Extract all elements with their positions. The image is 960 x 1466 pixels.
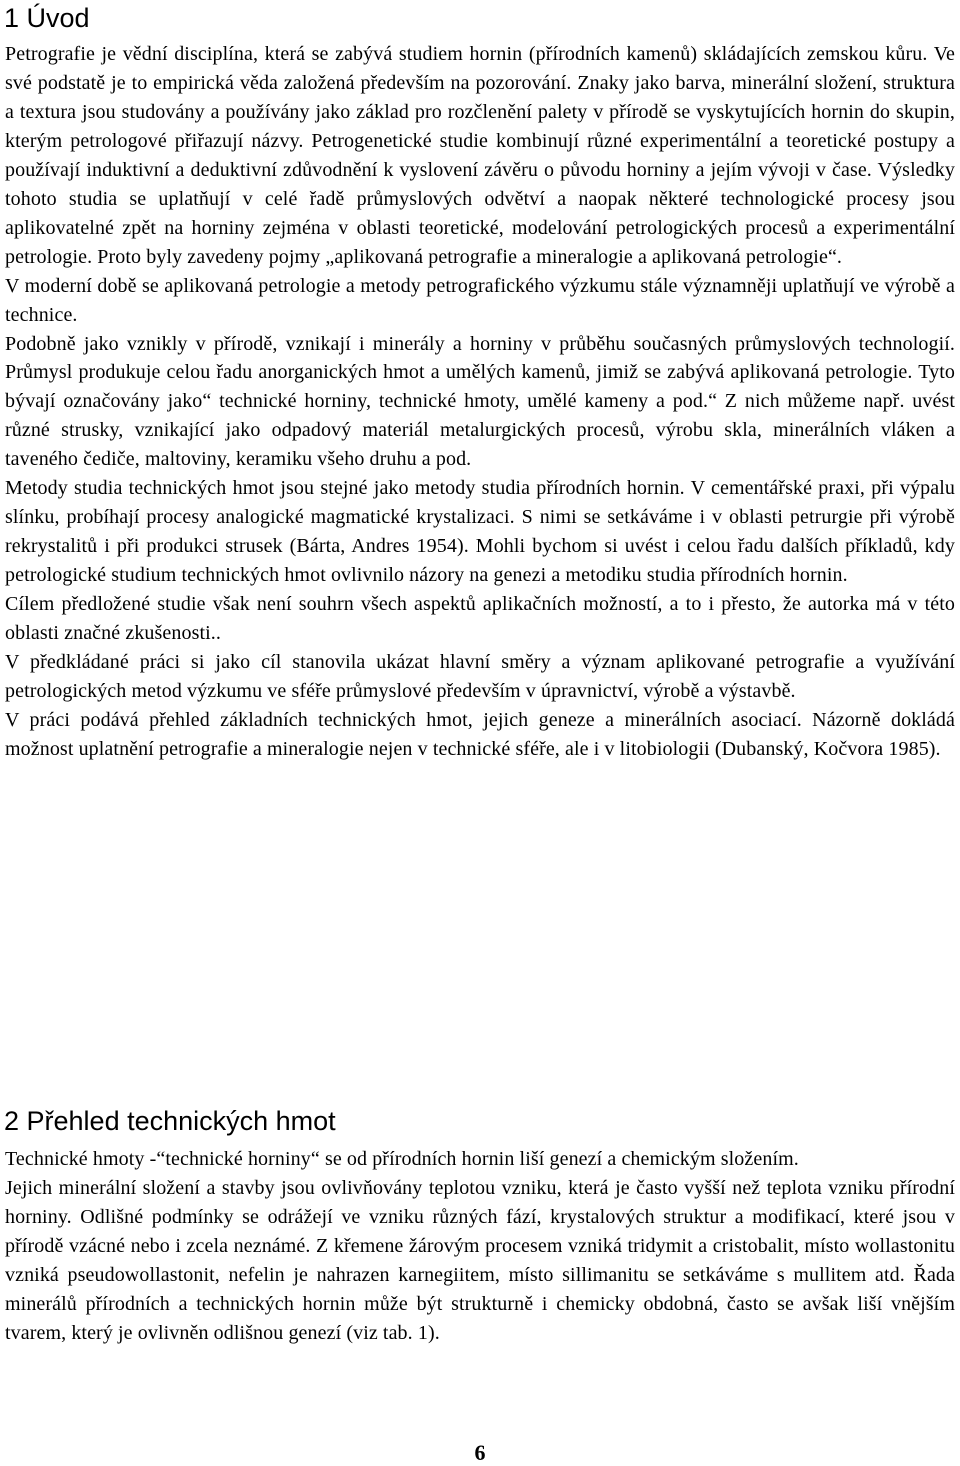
paragraph: V moderní době se aplikovaná petrologie a metody petrografického výzkumu stále významněji uplatňují ve výrobě a technice.	[5, 274, 955, 326]
page-number: 6	[474, 1440, 486, 1465]
section-body-prehled	[5, 1145, 955, 1348]
paragraph: Podobně jako vznikly v přírodě, vznikají i minerály a horniny v průběhu současných průmyslových technologií. Průmysl produkuje celou řadu anorganických hmot a umělých kamenů, jimiž se zabývá aplikovaná petrologie. Tyto bývají označovány jako“ technické horniny, technické hmoty, umělé kameny a pod.“ Z nich můžeme např. uvést různé strusky, vznikající jako odpadový materiál metalurgických procesů, výrobu skla, minerálních vláken a taveného čediče, maltoviny, keramiku všeho druhu a pod.	[5, 332, 955, 471]
section-body-uvod	[5, 40, 955, 764]
paragraph: V práci podává přehled základních technických hmot, jejich geneze a minerálních asociací. Názorně dokládá možnost uplatnění petrografie a mineralogie nejen v technické sféře, ale i v litobiologii (Dubanský, Kočvora 1985).	[5, 708, 955, 760]
paragraph: Jejich minerální složení a stavby jsou ovlivňovány teplotou vzniku, která je často vyšší než teplota vzniku přírodní horniny. Odlišné podmínky se odrážejí ve vzniku různých fází, krystalových struktur a modifikací, které jsou v přírodě vzácné nebo i zcela neznámé. Z křemene žárovým procesem vzniká tridymit a cristobalit, místo wollastonitu vzniká pseudowollastonit, nefelin je nahrazen karnegiitem, místo sillimanitu se setkáváme s mullitem atd. Řada minerálů přírodních a technických hornin může být strukturně i chemicky obdobná, často se avšak liší vnějším tvarem, který je ovlivněn odlišnou genezí (viz tab. 1).	[5, 1176, 955, 1344]
paragraph: Metody studia technických hmot jsou stejné jako metody studia přírodních hornin. V cementářské praxi, při výpalu slínku, probíhají procesy analogické magmatické krystalizaci. S nimi se setkáváme i v oblasti petrurgie při výrobě rekrystalitů i při produkci strusek (Bárta, Andres 1954). Mohli bychom si uvést i celou řadu dalších příkladů, kdy petrologické studium technických hmot ovlivnilo názory na genezi a metodiku studia přírodních hornin.	[5, 477, 955, 587]
paragraph: Technické hmoty -“technické horniny“ se od přírodních hornin liší genezí a chemickým složením.	[5, 1148, 799, 1170]
section-heading-uvod: 1 Úvod	[4, 3, 90, 33]
section-heading-prehled: 2 Přehled technických hmot	[4, 1106, 336, 1136]
paragraph: Petrografie je vědní disciplína, která se zabývá studiem hornin (přírodních kamenů) skládajících zemskou kůru. Ve své podstatě je to empirická věda založená především na pozorování. Znaky jako barva, minerální složení, struktura a textura jsou studovány a používány jako základ pro rozčlenění palety v přírodě se vyskytujících hornin do skupin, kterým petrologové přiřazují názvy. Petrogenetické studie kombinují různé experimentální a teoretické postupy a používají induktivní a deduktivní zdůvodnění k vyslovení závěru o původu horniny a jejím vývoji v čase. Výsledky tohoto studia se uplatňují v celé řadě průmyslových odvětví a naopak některé technologické procesy jsou aplikovatelné zpět na horniny zejména v oblasti teoretické, modelování petrologických procesů a experimentální petrologie. Proto byly zavedeny pojmy „aplikovaná petrografie a mineralogie a aplikovaná petrologie“.	[5, 43, 955, 268]
paragraph: Cílem předložené studie však není souhrn všech aspektů aplikačních možností, a to i přesto, že autorka má v této oblasti značné zkušenosti..	[5, 593, 955, 645]
paragraph: V předkládané práci si jako cíl stanovila ukázat hlavní směry a význam aplikované petrografie a využívání petrologických metod výzkumu ve sféře průmyslové především v úpravnictví, výrobě a výstavbě.	[5, 651, 955, 702]
